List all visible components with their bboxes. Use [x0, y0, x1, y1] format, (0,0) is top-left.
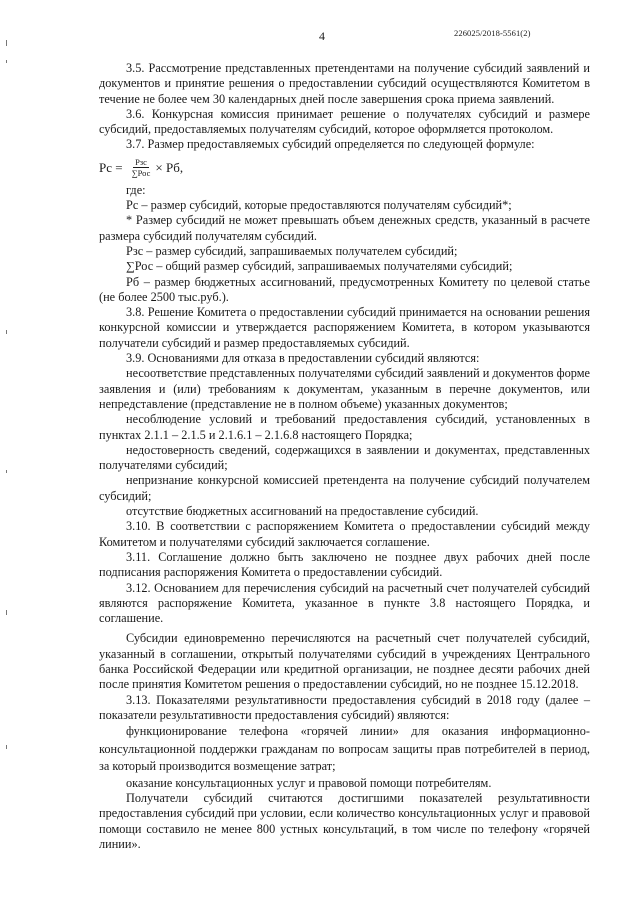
- paragraph-3-12: 3.12. Основанием для перечисления субсидий на расчетный счет получателей субсидий являются распоряжение Комитета, указанное в пункте 3.8 настоящего Порядка, и соглашение.: [99, 580, 590, 626]
- formula-denominator: ∑Рос: [131, 167, 151, 178]
- page-number: 4: [319, 29, 325, 43]
- paragraph-where: где:: [126, 182, 146, 197]
- refusal-ground-2: несоблюдение условий и требований предоставления субсидий, установленных в пунктах 2.1.1 – 2.1.5 и 2.1.6.1 – 2.1.6.8 настоящего Порядка;: [99, 412, 590, 442]
- formula-fraction: [130, 157, 153, 178]
- definition-sum-ros: ∑Рос – общий размер субсидий, запрашиваемых получателями субсидий;: [126, 259, 513, 274]
- formula-lhs: Рс =: [99, 159, 123, 175]
- refusal-ground-5: отсутствие бюджетных ассигнований на предоставление субсидий.: [126, 504, 479, 519]
- definition-rb: Рб – размер бюджетных ассигнований, предусмотренных Комитету по целевой статье (не более 2500 тыс.руб.).: [99, 274, 590, 304]
- paragraph-transfer: Субсидии единовременно перечисляются на расчетный счет получателей субсидий, указанный в соглашении, открытый получателями субсидий в учреждениях Центрального банка Российской Федерации или кредитной организации, не позднее десяти рабочих дней после принятия Комитетом решения о предоставлении субсидий, но не позднее 15.12.2018.: [99, 631, 590, 692]
- paragraph-3-11: 3.11. Соглашение должно быть заключено не позднее двух рабочих дней после подписания распоряжения Комитета о предоставлении субсидий.: [99, 549, 590, 580]
- paragraph-3-10: 3.10. В соответствии с распоряжением Комитета о предоставлении субсидий между Комитетом и получателями субсидий заключается соглашение.: [99, 519, 590, 549]
- paragraph-3-7: 3.7. Размер предоставляемых субсидий определяется по следующей формуле:: [126, 137, 535, 152]
- refusal-ground-4: непризнание конкурсной комиссией претендента на получение субсидий получателем субсидий;: [99, 473, 590, 503]
- paragraph-3-5: 3.5. Рассмотрение представленных претендентами на получение субсидий заявлений и документов и принятие решения о предоставлении субсидий осуществляются Комитетом в течение не более чем 30 календарных дней после завершения срока приема заявлений.: [99, 61, 590, 106]
- definition-rzs: Рзс – размер субсидий, запрашиваемых получателем субсидий;: [126, 243, 458, 258]
- document-code: 226025/2018-5561(2): [454, 28, 531, 38]
- paragraph-3-8: 3.8. Решение Комитета о предоставлении субсидий принимается на основании решения конкурсной комиссии и утверждается распоряжением Комитета, в котором указываются получатели субсидий и размер предоставляемых субсидий.: [99, 305, 590, 350]
- refusal-ground-1: несоответствие представленных получателями субсидий заявлений и документов форме заявления и (или) требованиям к документам, указанным в перечне документов, или непредставление (представление не в полном объеме) указанных документов;: [99, 366, 590, 411]
- scan-edge-marks: [2, 0, 12, 905]
- paragraph-3-13: 3.13. Показателями результативности предоставления субсидий в 2018 году (далее – показатели результативности предоставления субсидий) являются:: [99, 692, 590, 722]
- paragraph-3-6: 3.6. Конкурсная комиссия принимает решение о получателях субсидий и размере субсидий, предоставляемых получателям субсидий, которое оформляется протоколом.: [99, 106, 590, 137]
- formula-rhs: × Рб,: [155, 159, 184, 175]
- paragraph-3-9: 3.9. Основаниями для отказа в предоставлении субсидий являются:: [126, 351, 480, 366]
- paragraph-results: Получатели субсидий считаются достигшими показателей результативности предоставления субсидий при условии, если количество консультационных услуг и правовой помощи составило не менее 800 устных консультаций, в том числе по телефону «горячей линии».: [99, 790, 590, 851]
- formula-numerator: Рзс: [135, 156, 147, 167]
- subsidy-formula: [99, 154, 590, 181]
- refusal-ground-3: недостоверность сведений, содержащихся в заявлении и документах, представленных получателями субсидий;: [99, 442, 590, 473]
- footnote-limit: * Размер субсидий не может превышать объем денежных средств, указанный в расчете размера субсидий получателям субсидий.: [99, 213, 590, 243]
- indicator-consulting: оказание консультационных услуг и правовой помощи потребителям.: [126, 775, 492, 790]
- indicator-hotline: функционирование телефона «горячей линии» для оказания информационно-консультационной поддержки гражданам по вопросам защиты прав потребителей в период, за который производится возмещение затрат;: [99, 724, 590, 774]
- document-body: [99, 61, 590, 852]
- definition-rs: Рс – размер субсидий, которые предоставляются получателям субсидий*;: [126, 198, 512, 213]
